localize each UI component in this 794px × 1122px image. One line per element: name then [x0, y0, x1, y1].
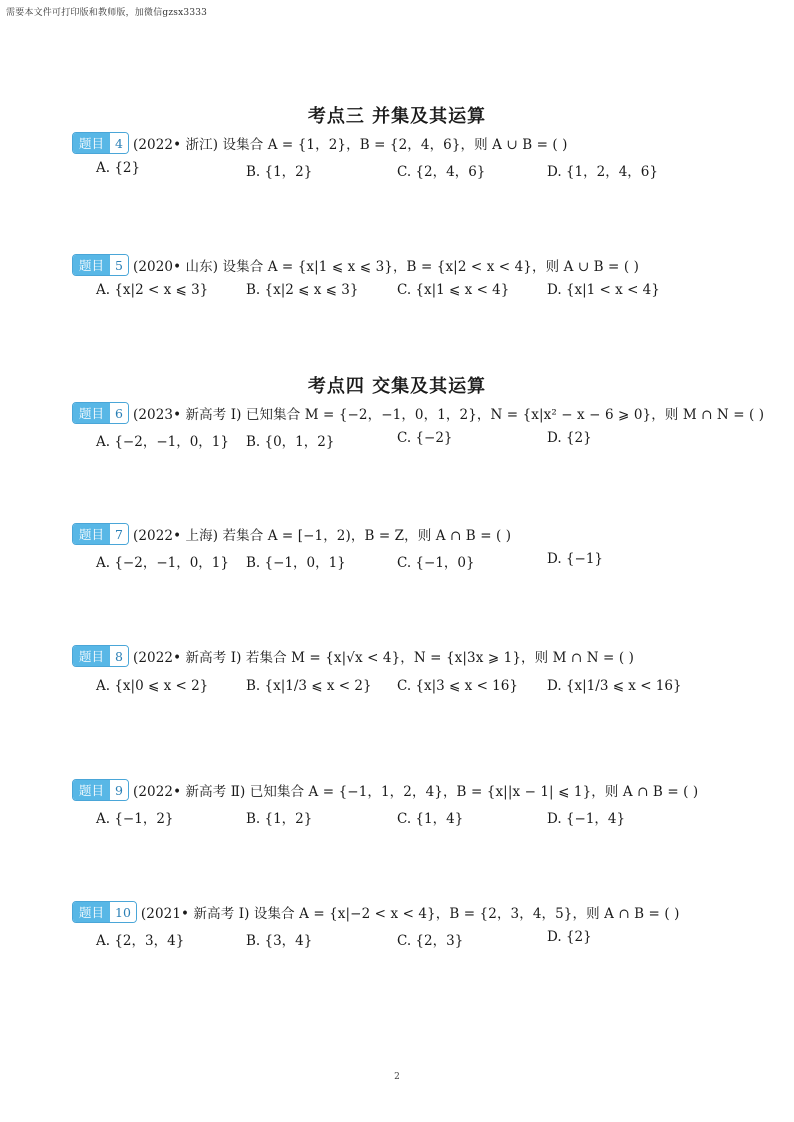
- option-a: A. {−2，−1，0，1}: [96, 434, 229, 450]
- question-number: 7: [110, 524, 128, 544]
- question-number: 8: [110, 646, 128, 666]
- question-badge: [72, 523, 129, 545]
- options-row: [96, 929, 716, 951]
- option-a: A. {x|2 < x ⩽ 3}: [96, 282, 209, 298]
- options-row: [96, 551, 716, 573]
- option-a: A. {2，3，4}: [96, 933, 185, 949]
- question-6: [72, 402, 764, 424]
- option-d: D. {2}: [547, 929, 592, 945]
- question-badge: [72, 901, 137, 923]
- option-d: D. {−1，4}: [547, 811, 626, 827]
- question-stem: (2020• 山东) 设集合 A = {x|1 ⩽ x ⩽ 3}，B = {x|2 < x < 4}，则 A ∪ B = ( ): [132, 259, 639, 275]
- options-row: [96, 678, 716, 700]
- options-row: [96, 160, 716, 182]
- option-b: B. {1，2}: [246, 164, 313, 180]
- question-stem: (2022• 上海) 若集合 A = [−1，2)，B = Z，则 A ∩ B = ( ): [132, 528, 512, 544]
- question-10: [72, 901, 679, 923]
- question-4: [72, 132, 568, 154]
- options-row: [96, 807, 716, 829]
- badge-label: 题目: [73, 780, 110, 800]
- question-7: [72, 523, 511, 545]
- section-title: 考点三 并集及其运算: [307, 106, 487, 127]
- option-a: A. {2}: [96, 160, 141, 176]
- option-b: B. {x|1/3 ⩽ x < 2}: [246, 678, 372, 694]
- question-number: 5: [110, 255, 128, 275]
- option-c: C. {2，4，6}: [397, 164, 486, 180]
- question-5: [72, 254, 639, 276]
- option-d: D. {2}: [547, 430, 592, 446]
- page-number: 2: [394, 1072, 400, 1082]
- options-row: [96, 282, 716, 304]
- question-9: [72, 779, 698, 801]
- badge-label: 题目: [73, 133, 110, 153]
- option-c: C. {−1，0}: [397, 555, 475, 571]
- badge-label: 题目: [73, 902, 110, 922]
- badge-label: 题目: [73, 403, 110, 423]
- badge-label: 题目: [73, 646, 110, 666]
- badge-label: 题目: [73, 524, 110, 544]
- option-b: B. {3，4}: [246, 933, 313, 949]
- question-stem: (2021• 新高考 Ⅰ) 设集合 A = {x|−2 < x < 4}，B = {2，3，4，5}，则 A ∩ B = ( ): [140, 906, 680, 922]
- question-stem: (2022• 新高考 Ⅱ) 已知集合 A = {−1，1，2，4}，B = {x||x − 1| ⩽ 1}，则 A ∩ B = ( ): [132, 784, 699, 800]
- option-d: D. {x|1/3 ⩽ x < 16}: [547, 678, 682, 694]
- question-badge: [72, 254, 129, 276]
- option-d: D. {x|1 < x < 4}: [547, 282, 660, 298]
- option-d: D. {1，2，4，6}: [547, 164, 658, 180]
- question-stem: (2023• 新高考 Ⅰ) 已知集合 M = {−2，−1，0，1，2}，N = {x|x² − x − 6 ⩾ 0}，则 M ∩ N = ( ): [132, 407, 765, 423]
- section-title: 考点四 交集及其运算: [307, 376, 487, 397]
- question-badge: [72, 645, 129, 667]
- question-badge: [72, 132, 129, 154]
- question-badge: [72, 779, 129, 801]
- option-a: A. {−1，2}: [96, 811, 174, 827]
- question-stem: (2022• 新高考 Ⅰ) 若集合 M = {x|√x < 4}，N = {x|3x ⩾ 1}，则 M ∩ N = ( ): [132, 650, 634, 666]
- option-b: B. {0，1，2}: [246, 434, 335, 450]
- option-c: C. {−2}: [397, 430, 453, 446]
- options-row: [96, 430, 716, 452]
- watermark-text: 需要本文件可打印版和教师版，加微信gzsx3333: [6, 8, 208, 18]
- question-number: 9: [110, 780, 128, 800]
- question-8: [72, 645, 634, 667]
- option-c: C. {1，4}: [397, 811, 464, 827]
- option-b: B. {−1，0，1}: [246, 555, 346, 571]
- option-c: C. {x|1 ⩽ x < 4}: [397, 282, 510, 298]
- option-a: A. {x|0 ⩽ x < 2}: [96, 678, 209, 694]
- option-b: B. {x|2 ⩽ x ⩽ 3}: [246, 282, 359, 298]
- question-badge: [72, 402, 129, 424]
- option-b: B. {1，2}: [246, 811, 313, 827]
- badge-label: 题目: [73, 255, 110, 275]
- option-c: C. {2，3}: [397, 933, 464, 949]
- option-c: C. {x|3 ⩽ x < 16}: [397, 678, 518, 694]
- question-number: 10: [110, 902, 136, 922]
- option-a: A. {−2，−1，0，1}: [96, 555, 229, 571]
- question-number: 4: [110, 133, 128, 153]
- question-stem: (2022• 浙江) 设集合 A = {1，2}，B = {2，4，6}，则 A ∪ B = ( ): [132, 137, 568, 153]
- question-number: 6: [110, 403, 128, 423]
- option-d: D. {−1}: [547, 551, 604, 567]
